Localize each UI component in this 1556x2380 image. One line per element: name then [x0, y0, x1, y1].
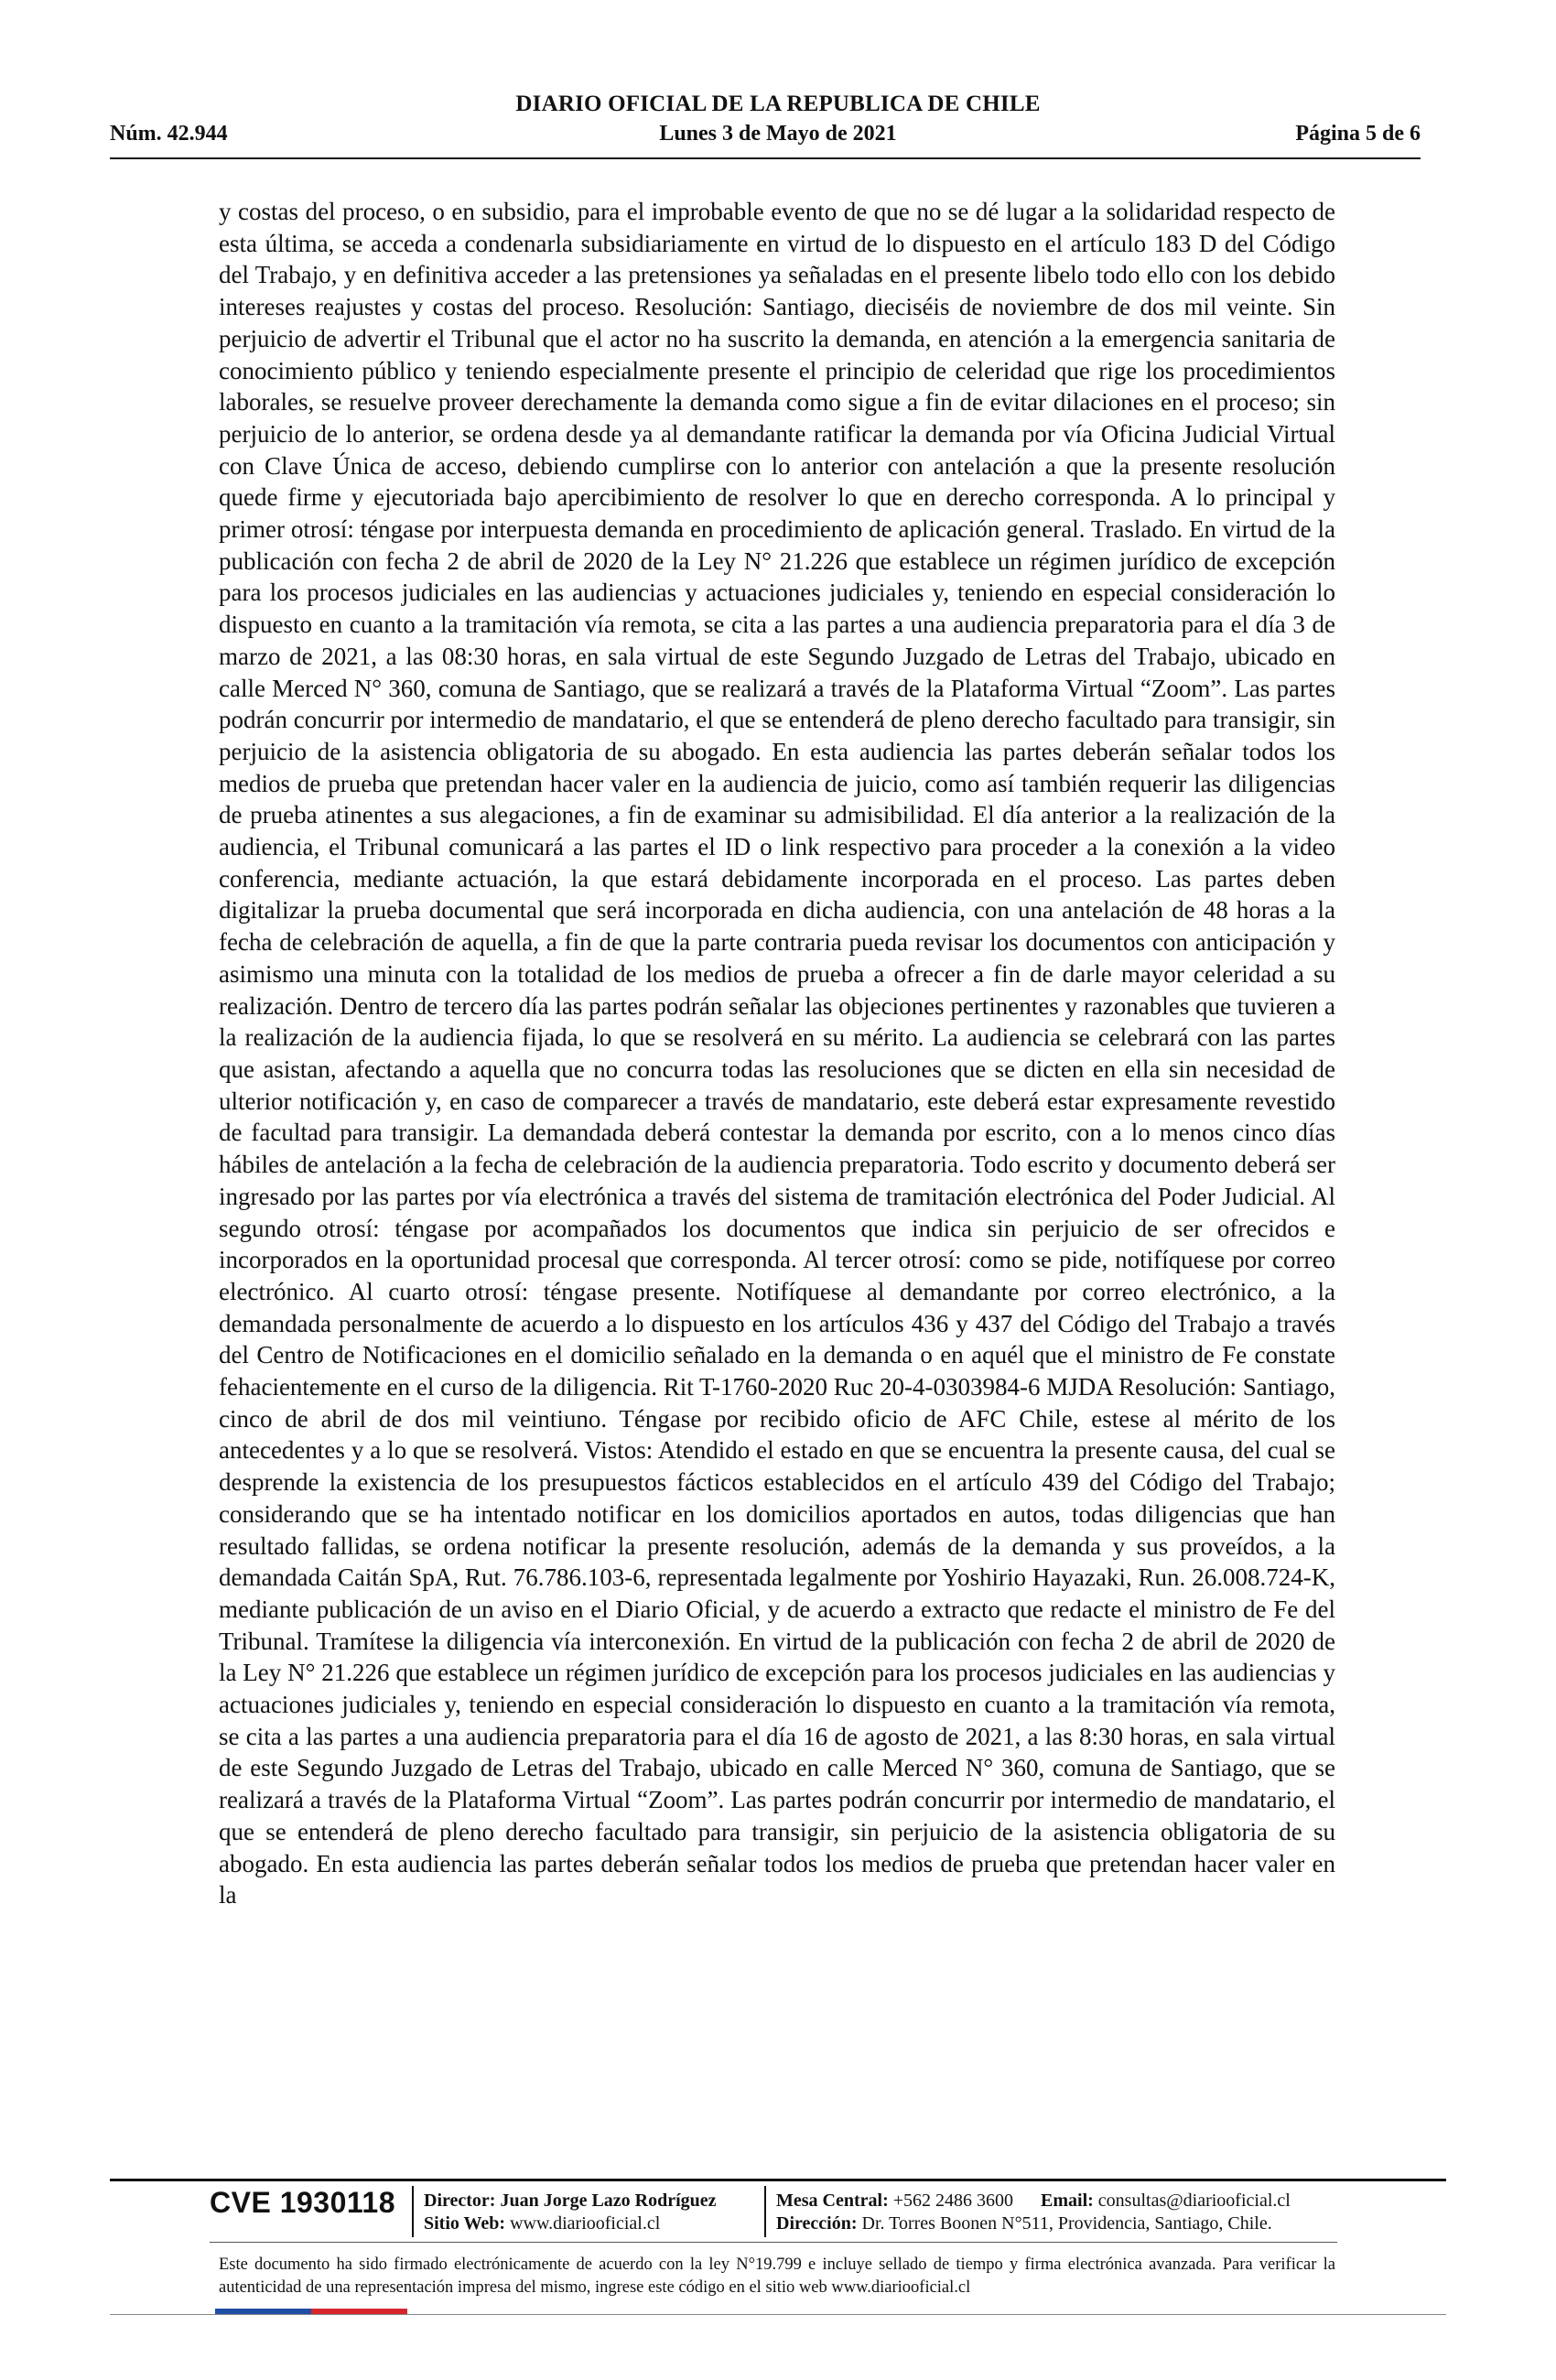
footer-divider-mid: [210, 2242, 1337, 2243]
website-label: Sitio Web:: [424, 2213, 506, 2234]
footer-separator: [764, 2186, 766, 2237]
footer-divider-bottom: [110, 2314, 1446, 2315]
publication-title: DIARIO OFICIAL DE LA REPUBLICA DE CHILE: [515, 92, 1041, 116]
footer-director-block: [424, 2190, 717, 2235]
header-divider: [110, 157, 1421, 159]
page-number: Página 5 de 6: [1295, 122, 1421, 146]
director-name: Juan Jorge Lazo Rodríguez: [500, 2191, 717, 2211]
cve-code: CVE 1930118: [210, 2186, 395, 2219]
email-label: Email:: [1041, 2191, 1094, 2211]
footer-separator: [412, 2186, 414, 2237]
phone-label: Mesa Central:: [776, 2191, 889, 2211]
website-link[interactable]: www.diariooficial.cl: [510, 2213, 661, 2234]
phone-number: +562 2486 3600: [892, 2191, 1014, 2211]
footer-contact-block: [776, 2190, 1336, 2235]
issue-number: Núm. 42.944: [110, 122, 228, 146]
signature-disclaimer: Este documento ha sido firmado electrónicamente de acuerdo con la ley N°19.799 e incluye sellado de tiempo y firma electrónica avanzada. Para verificar la autenticidad de una representación impresa del mismo, ingrese este código en el sitio web www.diariooficial.cl: [219, 2256, 1335, 2297]
address-label: Dirección:: [776, 2213, 858, 2234]
footer-divider-top: [110, 2179, 1446, 2181]
body-paragraph: y costas del proceso, o en subsidio, para el improbable evento de que no se dé lugar a la solidaridad respecto de esta última, se acceda a condenarla subsidiariamente en virtud de lo dispuesto en el artículo 183 D del Código del Trabajo, y en definitiva acceder a las pretensiones ya señaladas en el presente libelo todo ello con los debido intereses reajustes y costas del proceso. Resolución: Santiago, dieciséis de noviembre de dos mil veinte. Sin perjuicio de advertir el Tribunal que el actor no ha suscrito la demanda, en atención a la emergencia sanitaria de conocimiento público y teniendo especialmente presente el principio de celeridad que rige los procedimientos laborales, se resuelve proveer derechamente la demanda como sigue a fin de evitar dilaciones en el proceso; sin perjuicio de lo anterior, se ordena desde ya al demandante ratificar la demanda por vía Oficina Judicial Virtual con Clave Única de acceso, debiendo cumplirse con lo anterior con antelación a que la presente resolución quede firme y ejecutoriada bajo apercibimiento de resolver lo que en derecho corresponda. A lo principal y primer otrosí: téngase por interpuesta demanda en procedimiento de aplicación general. Traslado. En virtud de la publicación con fecha 2 de abril de 2020 de la Ley N° 21.226 que establece un régimen jurídico de excepción para los procesos judiciales en las audiencias y actuaciones judiciales y, teniendo en especial consideración lo dispuesto en cuanto a la tramitación vía remota, se cita a las partes a una audiencia preparatoria para el día 3 de marzo de 2021, a las 08:30 horas, en sala virtual de este Segundo Juzgado de Letras del Trabajo, ubicado en calle Merced N° 360, comuna de Santiago, que se realizará a través de la Plataforma Virtual “Zoom”. Las partes podrán concurrir por intermedio de mandatario, el que se entenderá de pleno derecho facultado para transigir, sin perjuicio de la asistencia obligatoria de su abogado. En esta audiencia las partes deberán señalar todos los medios de prueba que pretendan hacer valer en la audiencia de juicio, como así también requerir las diligencias de prueba atinentes a sus alegaciones, a fin de examinar su admisibilidad. El día anterior a la realización de la audiencia, el Tribunal comunicará a las partes el ID o link respectivo para proceder a la conexión a la video conferencia, mediante actuación, la que estará debidamente incorporada en el proceso. Las partes deben digitalizar la prueba documental que será incorporada en dicha audiencia, con una antelación de 48 horas a la fecha de celebración de aquella, a fin de que la parte contraria pueda revisar los documentos con anticipación y asimismo una minuta con la totalidad de los medios de prueba a ofrecer a fin de darle mayor celeridad a su realización. Dentro de tercero día las partes podrán señalar las objeciones pertinentes y razonables que tuvieren a la realización de la audiencia fijada, lo que se resolverá en su mérito. La audiencia se celebrará con las partes que asistan, afectando a aquella que no concurra todas las resoluciones que se dicten en ella sin necesidad de ulterior notificación y, en caso de comparecer a través de mandatario, este deberá estar expresamente revestido de facultad para transigir. La demandada deberá contestar la demanda por escrito, con a lo menos cinco días hábiles de antelación a la fecha de celebración de la audiencia preparatoria. Todo escrito y documento deberá ser ingresado por las partes por vía electrónica a través del sistema de tramitación electrónica del Poder Judicial. Al segundo otrosí: téngase por acompañados los documentos que indica sin perjuicio de ser ofrecidos e incorporados en la oportunidad procesal que corresponda. Al tercer otrosí: como se pide, notifíquese por correo electrónico. Al cuarto otrosí: téngase presente. Notifíquese al demandante por correo electrónico, a la demandada personalmente de acuerdo a lo dispuesto en los artículos 436 y 437 del Código del Trabajo a través del Centro de Notificaciones en el domicilio señalado en la demanda o en aquél que el ministro de Fe constate fehacientemente en el curso de la diligencia. Rit T-1760-2020 Ruc 20-4-0303984-6 MJDA Resolución: Santiago, cinco de abril de dos mil veintiuno. Téngase por recibido oficio de AFC Chile, estese al mérito de los antecedentes y a lo que se resolverá. Vistos: Atendido el estado en que se encuentra la presente causa, del cual se desprende la existencia de los presupuestos fácticos establecidos en el artículo 439 del Código del Trabajo; considerando que se ha intentado notificar en los domicilios aportados en autos, todas diligencias que han resultado fallidas, se ordena notificar la presente resolución, además de la demanda y sus proveídos, a la demandada Caitán SpA, Rut. 76.786.103-6, representada legalmente por Yoshirio Hayazaki, Run. 26.008.724-K, mediante publicación de un aviso en el Diario Oficial, y de acuerdo a extracto que redacte el ministro de Fe del Tribunal. Tramítese la diligencia vía interconexión. En virtud de la publicación con fecha 2 de abril de 2020 de la Ley N° 21.226 que establece un régimen jurídico de excepción para los procesos judiciales en las audiencias y actuaciones judiciales y, teniendo en especial consideración lo dispuesto en cuanto a la tramitación vía remota, se cita a las partes a una audiencia preparatoria para el día 16 de agosto de 2021, a las 8:30 horas, en sala virtual de este Segundo Juzgado de Letras del Trabajo, ubicado en calle Merced N° 360, comuna de Santiago, que se realizará a través de la Plataforma Virtual “Zoom”. Las partes podrán concurrir por intermedio de mandatario, el que se entenderá de pleno derecho facultado para transigir, sin perjuicio de la asistencia obligatoria de su abogado. En esta audiencia las partes deberán señalar todos los medios de prueba que pretendan hacer valer en la: [219, 198, 1335, 1909]
address-text: Dr. Torres Boonen N°511, Providencia, Santiago, Chile.: [861, 2213, 1272, 2234]
director-label: Director:: [424, 2191, 496, 2211]
issue-date: Lunes 3 de Mayo de 2021: [659, 122, 897, 146]
email-link[interactable]: consultas@diariooficial.cl: [1097, 2191, 1291, 2211]
